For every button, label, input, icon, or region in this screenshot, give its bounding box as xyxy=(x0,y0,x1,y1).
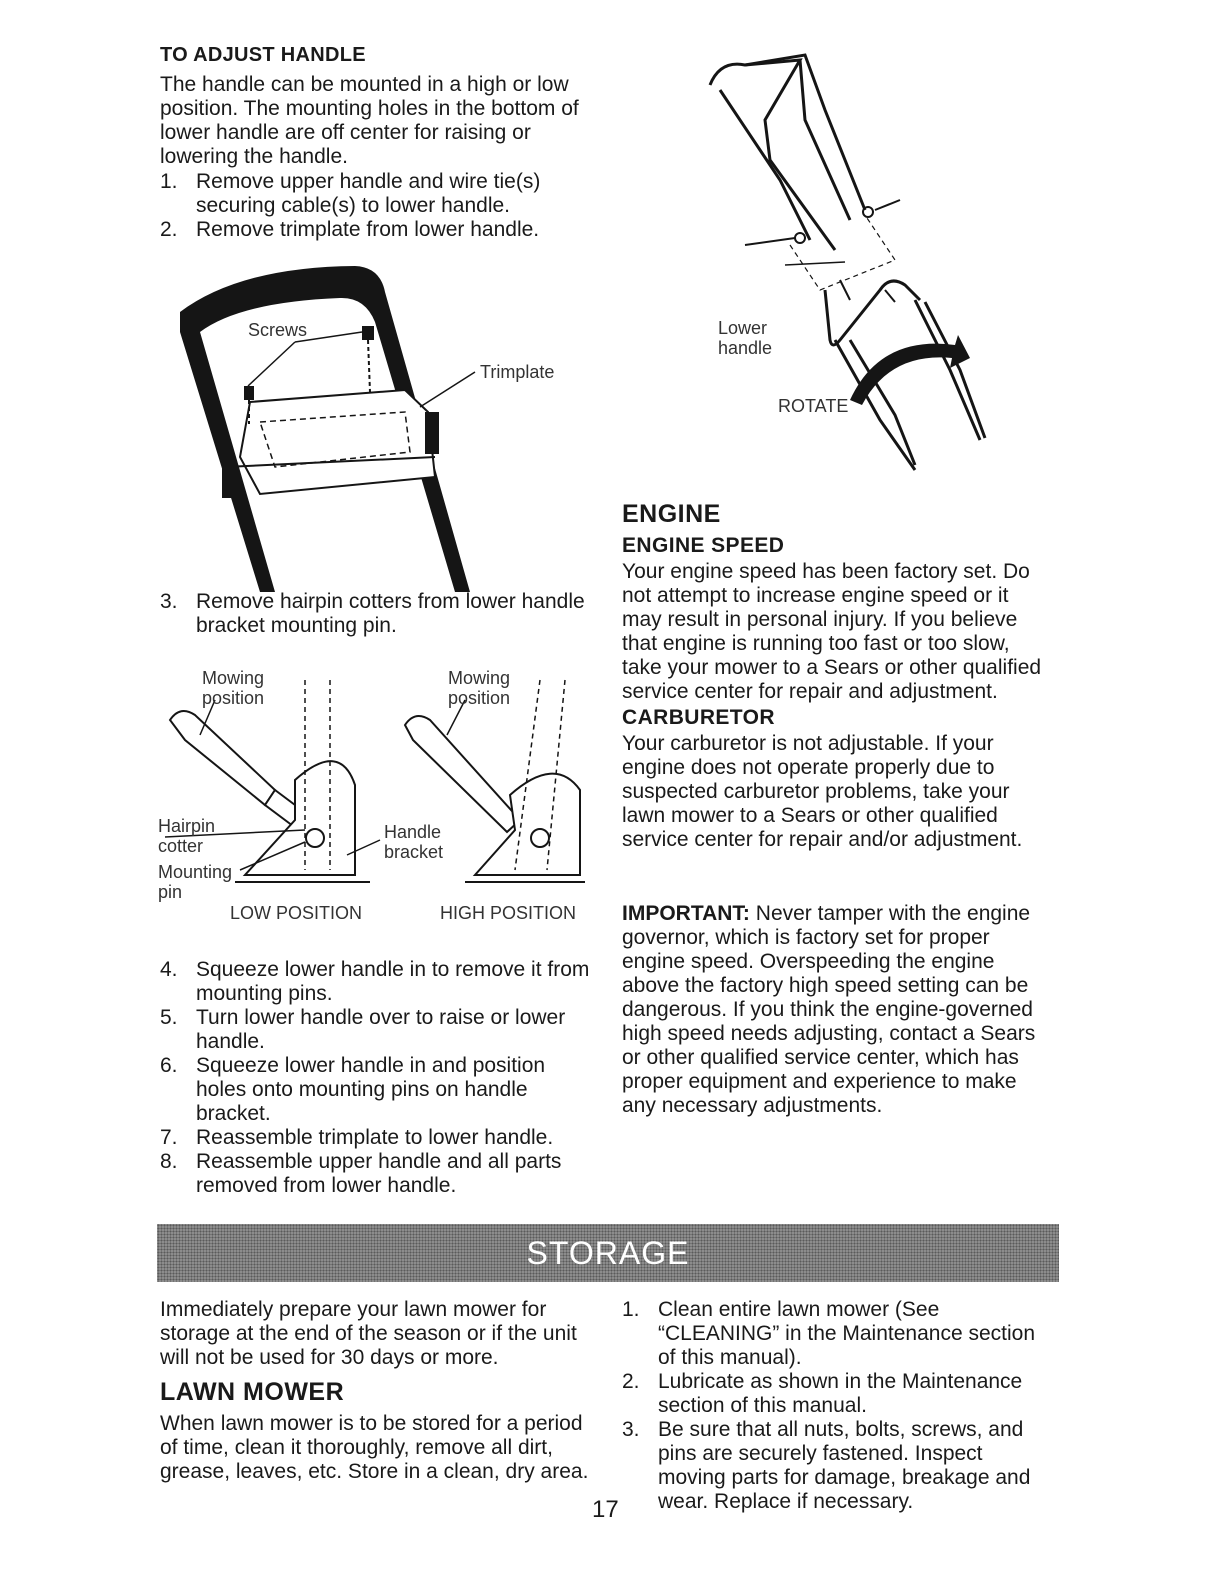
carburetor-text: Your carburetor is not adjustable. If your engine does not operate properly due to suspected carburetor problems, take your lawn mower to a Sears or other qualified service center for repair and/or adjustment. xyxy=(622,732,1023,851)
list-item: 3. Remove hairpin cotters from lower handle bracket mounting pin. xyxy=(160,590,585,637)
engine-speed-heading: ENGINE SPEED xyxy=(622,534,785,557)
lower-handle-label: Lower handle xyxy=(718,318,773,358)
list-item: 8. Reassemble upper handle and all parts removed from lower handle. xyxy=(160,1150,562,1197)
lower-handle-rotate-diagram xyxy=(700,40,1020,490)
important-note xyxy=(622,902,1052,1118)
list-item: 3. Be sure that all nuts, bolts, screws, and pins are securely fastened. Inspect moving parts for damage, breakage and wear. Replace if necessary. xyxy=(622,1418,1031,1513)
storage-intro: Immediately prepare your lawn mower for storage at the end of the season or if the unit will not be used for 30 days or more. xyxy=(160,1298,577,1369)
list-item: 6. Squeeze lower handle in and position holes onto mounting pins on handle bracket. xyxy=(160,1054,546,1125)
adjust-steps-b xyxy=(160,958,600,1198)
adjust-handle-heading: TO ADJUST HANDLE xyxy=(160,44,366,66)
list-item: 4. Squeeze lower handle in to remove it from mounting pins. xyxy=(160,958,590,1005)
screws-label: Screws xyxy=(248,320,308,340)
rotate-label: ROTATE xyxy=(778,396,849,416)
storage-banner-title: STORAGE xyxy=(526,1234,690,1271)
lawn-mower-text: When lawn mower is to be stored for a period of time, clean it thoroughly, remove all dirt, grease, leaves, etc. Store in a clean, dry area. xyxy=(160,1412,589,1483)
mowing-position-right-label: Mowing position xyxy=(448,668,511,708)
adjust-handle-intro: The handle can be mounted in a high or low position. The mounting holes in the bottom of lower handle are off center for raising or lowering the handle. xyxy=(160,73,579,168)
list-item: 2. Lubricate as shown in the Maintenance section of this manual. xyxy=(622,1370,1023,1417)
adjust-step-3 xyxy=(160,590,590,638)
list-item: 1. Remove upper handle and wire tie(s) securing cable(s) to lower handle. xyxy=(160,170,541,217)
mowing-position-left-label: Mowing position xyxy=(202,668,265,708)
list-item: 5. Turn lower handle over to raise or lower handle. xyxy=(160,1006,566,1053)
carburetor-heading: CARBURETOR xyxy=(622,706,775,729)
list-item: 7. Reassemble trimplate to lower handle. xyxy=(160,1126,554,1149)
trimplate-diagram xyxy=(180,262,600,592)
storage-banner xyxy=(157,1224,1059,1282)
important-text: Never tamper with the engine governor, which is factory set for proper engine speed. Overspeeding the engine above the factory high speed setting can be dangerous. If you think the engine-governed high speed needs adjusting, contact a Sears or other qualified service center, which has proper equipment and experience to make any necessary adjustments. xyxy=(622,902,1036,1117)
screw-right xyxy=(362,326,374,392)
adjust-steps-a xyxy=(160,170,590,242)
page-number: 17 xyxy=(592,1496,619,1523)
high-position-label: HIGH POSITION xyxy=(440,903,577,923)
handle-bracket-label: Handle bracket xyxy=(384,822,444,862)
list-item: 1. Clean entire lawn mower (See “CLEANING” in the Maintenance section of this manual). xyxy=(622,1298,1036,1369)
engine-heading: ENGINE xyxy=(622,500,721,528)
engine-speed-text: Your engine speed has been factory set. Do not attempt to increase engine speed or it may result in personal injury. If you believe that engine is running too fast or too slow, take your mower to a Sears or other qualified service center for repair and adjustment. xyxy=(622,560,1042,703)
lawn-mower-heading: LAWN MOWER xyxy=(160,1378,345,1406)
important-label: IMPORTANT: xyxy=(622,902,750,925)
mounting-pin-label: Mounting pin xyxy=(158,862,233,902)
hairpin-cotter-label: Hairpin cotter xyxy=(158,816,216,856)
list-item: 2. Remove trimplate from lower handle. xyxy=(160,218,540,241)
storage-steps xyxy=(622,1298,1052,1514)
low-position-label: LOW POSITION xyxy=(230,903,363,923)
trimplate-label: Trimplate xyxy=(480,362,555,382)
